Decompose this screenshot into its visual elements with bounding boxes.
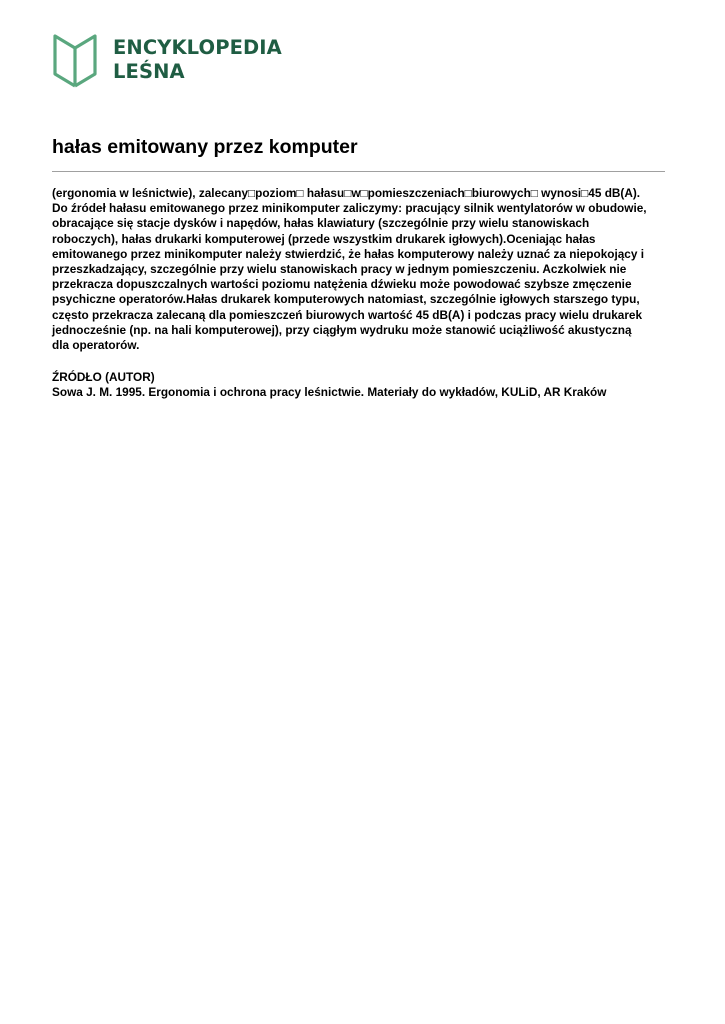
source-citation: Sowa J. M. 1995. Ergonomia i ochrona pracy leśnictwie. Materiały do wykładów, KULiD, AR Kraków — [52, 385, 607, 400]
body-line: przekracza dopuszczalnych wartości poziomu natężenia dźwieku może powodować szybsze zmęczenie — [52, 277, 632, 292]
source-section — [52, 370, 606, 400]
site-header — [52, 32, 282, 88]
brand-line-1: ENCYKLOPEDIA — [113, 36, 282, 59]
brand-line-2: LEŚNA — [113, 60, 185, 83]
body-line: (ergonomia w leśnictwie), zalecany□poziom□ hałasu□w□pomieszczeniach□biurowych□ wynosi□45 dB(A). — [52, 186, 641, 200]
article-title: hałas emitowany przez komputer — [52, 136, 358, 158]
article-paragraph — [52, 186, 670, 353]
title-divider — [52, 171, 665, 172]
body-line: często przekracza zalecaną dla pomieszczeń biurowych wartość 45 dB(A) i podczas pracy wielu drukarek — [52, 307, 643, 322]
body-line: jednocześnie (np. na hali komputerowej), przy ciągłym wydruku może stanowić uciążliwość akustyczną — [52, 322, 632, 337]
article-body — [52, 186, 670, 353]
body-line: dla operatorów. — [52, 338, 140, 353]
body-line: Do źródeł hałasu emitowanego przez minikomputer zaliczymy: pracujący silnik wentylatorów w obudowie, — [52, 201, 647, 216]
source-heading: ŹRÓDŁO (AUTOR) — [52, 370, 155, 384]
body-line: emitowanego przez minikomputer należy stwierdzić, że hałas komputerowy należy uznać za niepokojący i — [52, 246, 644, 261]
body-line: psychiczne operatorów.Hałas drukarek komputerowych natomiast, szczególnie igłowych starszego typu, — [52, 292, 640, 307]
brand-name — [113, 36, 282, 84]
body-line: roboczych), hałas drukarki komputerowej (przede wszystkim drukarek igłowych).Oceniając hałas — [52, 231, 596, 246]
body-line: obracające się stacje dysków i napędów, hałas klawiatury (szczególnie przy wielu stanowiskach — [52, 216, 590, 231]
body-line: przeszkadzający, szczególnie przy wielu stanowiskach pracy w jednym pomieszczeniu. Aczkolwiek nie — [52, 262, 627, 277]
open-book-icon — [52, 32, 98, 88]
